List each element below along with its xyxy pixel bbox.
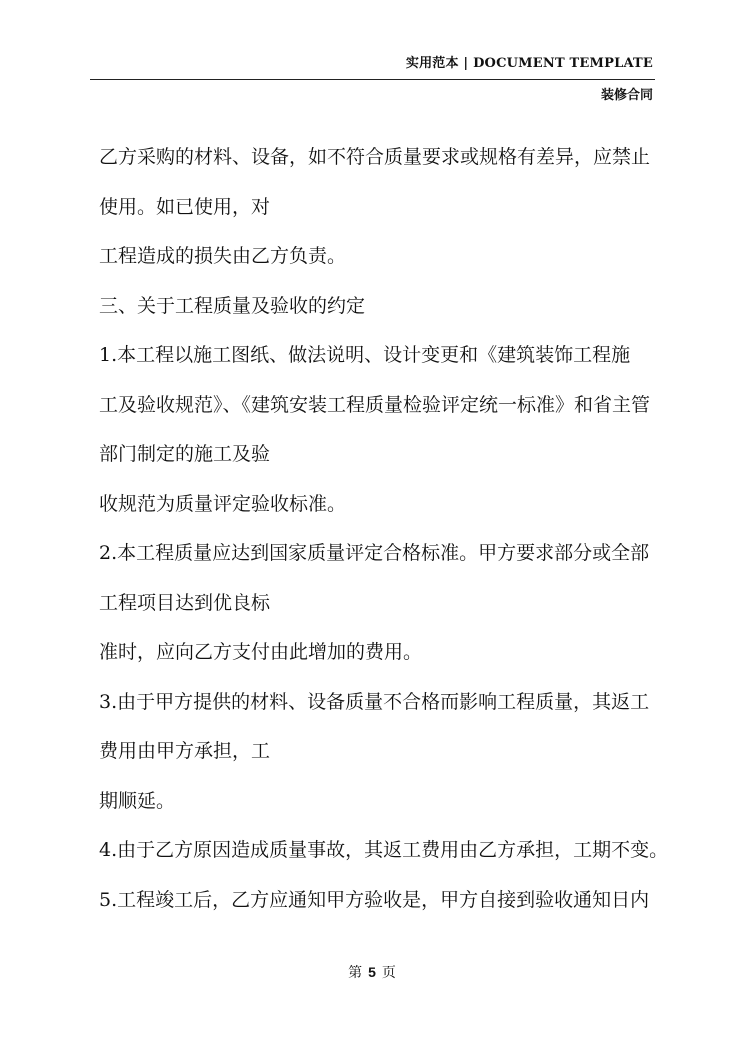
body-text [99, 138, 669, 930]
body-line: 3.由于甲方提供的材料、设备质量不合格而影响工程质量，其返工 [99, 690, 650, 713]
page-number: 5 [368, 964, 376, 980]
header-subtitle: 装修合同 [600, 88, 653, 103]
body-line: 4.由于乙方原因造成质量事故，其返工费用由乙方承担，工期不变。 [99, 839, 669, 861]
body-line: 收规范为质量评定验收标准。 [99, 492, 347, 515]
body-line: 部门制定的施工及验 [99, 443, 271, 465]
body-line: 工程项目达到优良标 [99, 591, 271, 614]
page-number-prefix: 第 [348, 965, 363, 981]
body-line: 工程造成的损失由乙方负责。 [99, 245, 347, 267]
body-line: 1.本工程以施工图纸、做法说明、设计变更和《建筑装饰工程施 [99, 344, 631, 366]
body-line: 工及验收规范》、《建筑安装工程质量检验评定统一标准》和省主管 [99, 393, 651, 416]
body-line: 准时，应向乙方支付由此增加的费用。 [99, 641, 423, 663]
body-line: 5.工程竣工后，乙方应通知甲方验收是，甲方自接到验收通知日内 [99, 888, 650, 911]
section-heading: 三、关于工程质量及验收的约定 [99, 294, 366, 317]
body-line: 费用由甲方承担，工 [99, 740, 271, 762]
page-number-suffix: 页 [381, 965, 396, 981]
header-title: 实用范本 | DOCUMENT TEMPLATE [405, 56, 653, 71]
body-line: 乙方采购的材料、设备，如不符合质量要求或规格有差异，应禁止 [99, 146, 651, 168]
body-line: 期顺延。 [99, 789, 176, 812]
body-line: 2.本工程质量应达到国家质量评定合格标准。甲方要求部分或全部 [99, 542, 650, 564]
page-footer [0, 962, 744, 982]
header-divider [90, 79, 655, 80]
body-line: 使用。如已使用，对 [99, 195, 271, 218]
